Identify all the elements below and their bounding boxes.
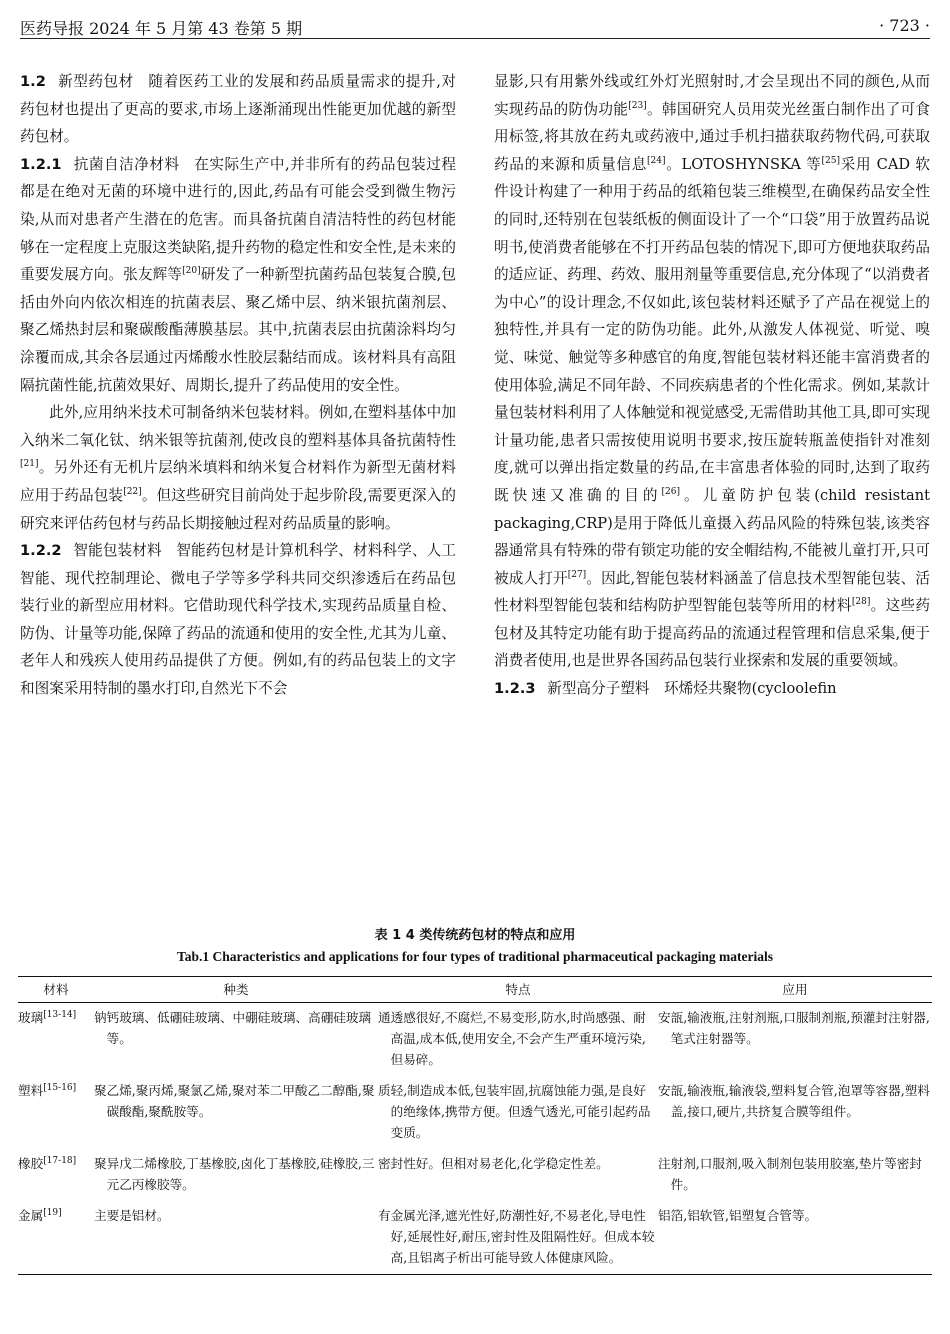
citation: [19] — [43, 1207, 62, 1218]
types-cell — [94, 1003, 378, 1077]
section-title: 智能包装材料 — [73, 542, 162, 560]
paragraph-nano — [20, 399, 456, 537]
paragraph-text: 。另外还有无机片层纳米填料和纳米复合材料作为新型无菌材料应用于药品包装 — [20, 459, 456, 504]
applications-cell — [658, 1149, 932, 1201]
paragraph-text: 。韩国研究人员用荧光丝蛋白制作出了可食用标签,将其放在药丸或药液中,通过手机扫描获取药物代码,可获取药品的来源和质量信息 — [494, 100, 930, 173]
citation: [28] — [851, 597, 871, 608]
paragraph-text: 采用 CAD 软件设计构建了一种用于药品的纸箱包装三维模型,在确保药品安全性的同时,还特别在包装纸板的侧面设计了一个“口袋”用于放置药品说明书,使消费者能够在不打开药品包装的情况下,即可方便地获取药品的适应证、药理、药效、服用剂量等重要信息,充分体现了“以消费者为中心”的设计理念,不仅如此,该包装材料还赋予了产品在视觉上的独特性,并具有一定的防伪功能。此外,从激发人体视觉、听觉、嗅觉、味觉、触觉等多种感官的角度,智能包装材料还能丰富消费者的使用体验,满足不同年龄、不同疾病患者的个性化需求。例如,某款计量包装材料利用了人体触觉和视觉感受,无需借助其他工具,即可实现计量功能,患者只需按使用说明书要求,按压旋转瓶盖使指针对准刻度,就可以弹出指定数量的药品,在丰富患者体验的同时,达到了取药既快速又准确的目的 — [494, 155, 931, 504]
applications-cell — [658, 1003, 932, 1077]
left-column — [20, 68, 456, 703]
material-name: 玻璃 — [18, 1010, 44, 1025]
applications-text: 注射剂,口服剂,吸入制剂包装用胶塞,垫片等密封件。 — [658, 1156, 922, 1192]
material-name: 金属 — [18, 1208, 44, 1223]
table-header-cell: 材料 — [18, 977, 94, 1003]
paragraph-smart-continued — [494, 68, 930, 675]
applications-text: 安瓿,输液瓶,注射剂瓶,口服制剂瓶,预灌封注射器,笔式注射器等。 — [658, 1010, 930, 1046]
table-header-row — [18, 977, 932, 1003]
citation: [23] — [628, 100, 647, 111]
section-number: 1.2.3 — [494, 680, 536, 698]
material-cell — [18, 1003, 94, 1077]
section-title: 新型高分子塑料 — [547, 680, 650, 698]
paragraph-text: 。但这些研究目前尚处于起步阶段,需要更深入的研究来评估药包材与药品长期接触过程对药品质量的影响。 — [20, 486, 456, 532]
table-row — [18, 1201, 932, 1275]
citation: [21] — [20, 459, 39, 470]
applications-text: 安瓿,输液瓶,输液袋,塑料复合管,泡罩等容器,塑料盖,接口,硬片,共挤复合膜等组件。 — [658, 1083, 930, 1119]
paragraph-text: 。LOTOSHYNSKA 等 — [665, 155, 822, 173]
paragraph-text: 在实际生产中,并非所有的药品包装过程都是在绝对无菌的环境中进行的,因此,药品有可能会受到微生物污染,从而对患者产生潜在的危害。而具备抗菌自清洁特性的药包材能够在一定程度上克服这类缺陷,提升药物的稳定性和安全性,是未来的重要发展方向。张友辉等 — [20, 155, 456, 284]
material-cell — [18, 1076, 94, 1149]
section-1-2-3 — [494, 675, 930, 703]
citation: [27] — [567, 569, 587, 580]
citation: [22] — [123, 487, 142, 498]
paragraph-text: 环烯烃共聚物(cycloolefin — [664, 680, 837, 698]
table-caption — [20, 924, 930, 965]
section-number: 1.2 — [20, 73, 46, 90]
applications-cell — [658, 1076, 932, 1149]
citation: [25] — [821, 155, 840, 166]
material-name: 橡胶 — [18, 1156, 44, 1171]
section-1-2-2 — [20, 537, 456, 703]
table-header-cell: 应用 — [658, 977, 932, 1003]
table-caption-cn: 表 1 4 类传统药包材的特点和应用 — [374, 928, 576, 943]
journal-issue: 医药导报 2024 年 5 月第 43 卷第 5 期 — [20, 19, 303, 38]
paragraph-text: 显影,只有用紫外线或红外灯光照射时,才会呈现出不同的颜色,从而实现药品的防伪功能 — [494, 73, 930, 118]
types-text: 主要是铝材。 — [94, 1208, 170, 1223]
types-cell — [94, 1149, 378, 1201]
paragraph-text: 研发了一种新型抗菌药品包装复合膜,包括由外向内依次相连的抗菌表层、聚乙烯中层、纳米银抗菌剂层、聚乙烯热封层和聚碳酸酯薄膜基层。其中,抗菌表层由抗菌涂料均匀涂覆而成,其余各层通过丙烯酸水性胶层黏结而成。该材料具有高阻隔抗菌性能,抗菌效果好、周期长,提升了药品使用的安全性。 — [20, 266, 456, 394]
types-cell — [94, 1076, 378, 1149]
citation: [20] — [182, 266, 201, 277]
applications-text: 铝箔,铝软管,铝塑复合管等。 — [658, 1208, 818, 1223]
page-number: · 723 · — [879, 16, 930, 35]
table-header-cell: 种类 — [94, 977, 378, 1003]
citation: [15-16] — [43, 1082, 77, 1093]
applications-cell — [658, 1201, 932, 1275]
features-text: 密封性好。但相对易老化,化学稳定性差。 — [378, 1156, 609, 1171]
citation: [24] — [647, 155, 666, 166]
table-header-cell: 特点 — [378, 977, 658, 1003]
types-cell — [94, 1201, 378, 1275]
paragraph-text: 。因此,智能包装材料涵盖了信息技术型智能包装、活性材料型智能包装和结构防护型智能包装等所用的材料 — [494, 569, 930, 615]
right-column — [494, 68, 930, 703]
material-name: 塑料 — [18, 1083, 44, 1098]
paragraph-text: 。儿童防护包装(child resistant packaging,CRP)是用于降低儿童摄入药品风险的特殊包装,该类容器通常具有特殊的带有锁定功能的安全帽结构,不能被儿童打开,只可被成人打开 — [494, 486, 930, 587]
section-title: 抗菌自洁净材料 — [73, 155, 180, 173]
types-text: 聚乙烯,聚丙烯,聚氯乙烯,聚对苯二甲酸乙二醇酯,聚碳酸酯,聚酰胺等。 — [94, 1083, 375, 1119]
features-text: 质轻,制造成本低,包装牢固,抗腐蚀能力强,是良好的绝缘体,携带方便。但透气透光,可能引起药品变质。 — [378, 1083, 651, 1140]
material-cell — [18, 1201, 94, 1275]
types-text: 钠钙玻璃、低硼硅玻璃、中硼硅玻璃、高硼硅玻璃等。 — [94, 1010, 372, 1046]
features-text: 有金属光泽,遮光性好,防潮性好,不易老化,导电性好,延展性好,耐压,密封性及阻隔性好。但成本较高,且铝离子析出可能导致人体健康风险。 — [378, 1208, 655, 1265]
paragraph-text: 。这些药包材及其特定功能有助于提高药品的流通过程管理和信息采集,便于消费者使用,也是世界各国药品包装行业探索和发展的重要领域。 — [494, 597, 930, 670]
table-row — [18, 1149, 932, 1201]
features-cell — [378, 1003, 658, 1077]
paragraph-text: 智能药包材是计算机科学、材料科学、人工智能、现代控制理论、微电子学等多学科共同交织渗透后在药品包装行业的新型应用材料。它借助现代科学技术,实现药品质量自检、防伪、计量等功能,保障了药品的流通和使用的安全性,尤其为儿童、老年人和残疾人使用药品提供了方便。例如,有的药品包装上的文字和图案采用特制的墨水打印,自然光下不会 — [20, 542, 456, 698]
materials-table — [18, 976, 932, 1275]
citation: [13-14] — [43, 1009, 77, 1020]
paragraph-text: 随着医药工业的发展和药品质量需求的提升,对药包材也提出了更高的要求,市场上逐渐涌现出性能更加优越的新型药包材。 — [20, 73, 456, 146]
running-header — [20, 12, 930, 39]
features-cell — [378, 1201, 658, 1275]
section-number: 1.2.2 — [20, 542, 62, 560]
table-caption-en: Tab.1 Characteristics and applications for four types of traditional pharmaceutical packaging materials — [177, 949, 773, 964]
section-title: 新型药包材 — [57, 73, 134, 90]
citation: [17-18] — [43, 1155, 77, 1166]
section-1-2-1 — [20, 151, 456, 399]
section-1-2 — [20, 68, 456, 151]
types-text: 聚异戊二烯橡胶,丁基橡胶,卤化丁基橡胶,硅橡胶,三元乙丙橡胶等。 — [94, 1156, 375, 1192]
features-cell — [378, 1149, 658, 1201]
citation: [26] — [661, 487, 680, 498]
features-cell — [378, 1076, 658, 1149]
features-text: 通透感很好,不腐烂,不易变形,防水,时尚感强、耐高温,成本低,使用安全,不会产生严重环境污染,但易碎。 — [378, 1010, 646, 1067]
section-number: 1.2.1 — [20, 155, 62, 173]
material-cell — [18, 1149, 94, 1201]
table-row — [18, 1003, 932, 1077]
table-row — [18, 1076, 932, 1149]
paragraph-text: 此外,应用纳米技术可制备纳米包装材料。例如,在塑料基体中加入纳米二氧化钛、纳米银等抗菌剂,使改良的塑料基体具备抗菌特性 — [20, 404, 456, 449]
